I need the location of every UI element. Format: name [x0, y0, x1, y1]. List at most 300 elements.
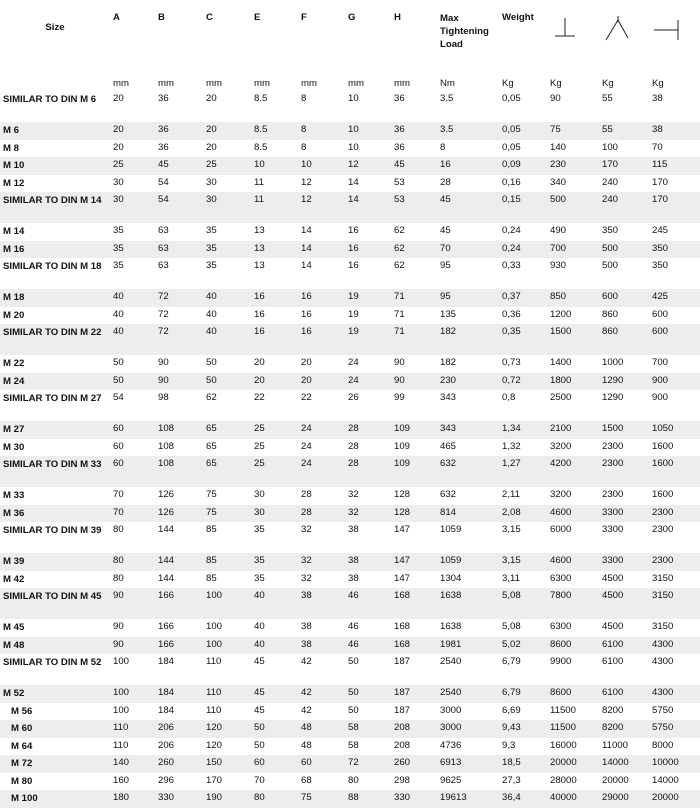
cell-h: 260	[391, 755, 437, 773]
cell-a: 35	[113, 225, 124, 236]
cell-h: 298	[394, 774, 411, 786]
cell-e: 70	[254, 774, 265, 786]
cell-vertical-load: 8600	[547, 637, 599, 655]
row-size: M 18	[0, 289, 110, 307]
cell-torque: 1638	[437, 588, 499, 619]
cell-b: 108	[155, 456, 203, 487]
cell-h: 36	[394, 141, 405, 153]
cell-f: 42	[301, 704, 312, 716]
cell-f: 42	[301, 656, 312, 667]
cell-torque: 1638	[440, 621, 462, 632]
cell-g: 10	[348, 141, 359, 153]
cell-g: 19	[345, 289, 391, 307]
cell-e: 16	[251, 289, 298, 307]
table-row	[0, 373, 700, 391]
cell-e: 10	[251, 157, 298, 175]
header-vertical-load	[547, 0, 599, 75]
cell-torque: 465	[440, 440, 457, 452]
row-size: SIMILAR TO DIN M 14	[0, 192, 110, 223]
cell-torque: 9625	[440, 774, 462, 786]
cell-horizontal-load: 20000	[649, 790, 700, 808]
cell-angled-load: 6100	[599, 685, 649, 703]
cell-f: 32	[301, 572, 312, 584]
cell-weight: 0,72	[499, 373, 547, 391]
row-size: M 12	[3, 177, 25, 189]
cell-b: 108	[155, 421, 203, 439]
cell-a: 50	[113, 357, 124, 368]
cell-f: 68	[301, 774, 312, 786]
cell-weight: 0,37	[499, 289, 547, 307]
cell-c: 50	[203, 373, 251, 391]
table-row	[0, 140, 700, 158]
cell-g: 16	[348, 260, 359, 271]
cell-h: 109	[394, 440, 411, 452]
cell-horizontal-load: 600	[652, 308, 669, 320]
row-size: M 39	[0, 553, 110, 571]
cell-a: 100	[110, 685, 155, 703]
row-size: M 52	[0, 685, 110, 703]
unit-torque: Nm	[440, 78, 455, 89]
cell-angled-load: 20000	[602, 774, 629, 786]
cell-c: 100	[203, 637, 251, 655]
cell-e: 50	[254, 739, 265, 751]
cell-f: 75	[298, 790, 345, 808]
cell-torque: 343	[437, 421, 499, 439]
cell-torque: 1059	[440, 524, 462, 535]
cell-h: 187	[394, 704, 411, 716]
row-size: M 72	[0, 755, 110, 773]
cell-weight: 5,08	[499, 588, 547, 619]
cell-torque: 182	[437, 324, 499, 355]
cell-vertical-load: 3200	[550, 489, 572, 500]
header-size: Size	[45, 22, 65, 33]
cell-e: 45	[254, 704, 265, 716]
table-row	[0, 324, 700, 355]
cell-g: 16	[345, 241, 391, 259]
cell-angled-load: 4500	[602, 572, 624, 584]
cell-g: 28	[345, 421, 391, 439]
cell-vertical-load: 6300	[550, 572, 572, 584]
cell-e: 16	[254, 308, 265, 320]
cell-weight: 0,16	[502, 176, 521, 188]
cell-f: 48	[301, 739, 312, 751]
header-a: A	[113, 12, 120, 23]
units-spacer	[0, 75, 110, 91]
header-max-tightening-load: Max Tightening Load	[440, 13, 489, 50]
cell-weight: 6,79	[499, 685, 547, 703]
cell-vertical-load: 28000	[550, 774, 577, 786]
cell-e: 35	[254, 572, 265, 584]
cell-a: 20	[110, 122, 155, 140]
row-size: M 24	[0, 373, 110, 391]
cell-g: 19	[348, 308, 359, 320]
cell-vertical-load: 2100	[547, 421, 599, 439]
cell-angled-load: 14000	[599, 755, 649, 773]
cell-a: 160	[113, 774, 130, 786]
cell-e: 22	[254, 392, 265, 403]
cell-angled-load: 1290	[599, 373, 649, 391]
cell-e: 30	[251, 505, 298, 523]
cell-a: 35	[113, 260, 124, 271]
cell-h: 71	[394, 308, 405, 320]
cell-horizontal-load: 900	[652, 392, 669, 403]
cell-h: 45	[391, 157, 437, 175]
table-row	[0, 421, 700, 439]
cell-horizontal-load: 8000	[652, 739, 674, 751]
cell-h: 187	[394, 656, 411, 667]
cell-horizontal-load: 115	[649, 157, 700, 175]
cell-horizontal-load: 2300	[649, 553, 700, 571]
cell-angled-load: 1000	[602, 357, 624, 368]
cell-horizontal-load: 3150	[652, 621, 674, 632]
cell-e: 13	[251, 241, 298, 259]
table-row	[0, 241, 700, 259]
cell-g: 46	[345, 637, 391, 655]
cell-b: 36	[158, 93, 169, 104]
cell-torque: 45	[437, 192, 499, 223]
table-row	[0, 637, 700, 655]
cell-a: 70	[113, 489, 124, 500]
cell-h: 147	[391, 553, 437, 571]
cell-f: 38	[301, 621, 312, 632]
cell-b: 63	[158, 260, 169, 271]
header-horizontal-load	[649, 0, 700, 75]
row-size: M 80	[11, 775, 33, 787]
cell-h: 36	[394, 93, 405, 104]
row-size: M 30	[3, 441, 25, 453]
cell-a: 110	[110, 720, 155, 738]
table-row	[0, 258, 700, 289]
cell-a: 80	[110, 553, 155, 571]
row-size: M 36	[0, 505, 110, 523]
table-row	[0, 175, 700, 193]
cell-c: 40	[203, 289, 251, 307]
cell-c: 50	[206, 357, 217, 368]
cell-angled-load: 860	[602, 308, 619, 320]
cell-weight: 0,15	[499, 192, 547, 223]
cell-torque: 632	[440, 489, 457, 500]
cell-b: 90	[155, 373, 203, 391]
cell-f: 24	[301, 440, 312, 452]
cell-angled-load: 8200	[599, 720, 649, 738]
cell-torque: 632	[437, 456, 499, 487]
cell-f: 42	[298, 685, 345, 703]
cell-e: 50	[251, 720, 298, 738]
cell-angled-load: 240	[599, 192, 649, 223]
angled-load-icon	[602, 14, 632, 46]
cell-b: 184	[158, 704, 175, 716]
row-size: M 56	[11, 705, 33, 717]
cell-c: 85	[206, 524, 217, 535]
cell-vertical-load: 490	[550, 225, 567, 236]
cell-torque: 1304	[440, 572, 462, 584]
row-size: M 45	[3, 622, 25, 633]
cell-g: 19	[345, 324, 391, 355]
cell-vertical-load: 7800	[547, 588, 599, 619]
cell-horizontal-load: 3150	[652, 572, 674, 584]
cell-g: 58	[345, 720, 391, 738]
cell-g: 14	[345, 192, 391, 223]
cell-h: 36	[391, 122, 437, 140]
cell-f: 32	[298, 553, 345, 571]
cell-h: 71	[391, 324, 437, 355]
cell-e: 8.5	[254, 141, 268, 153]
cell-a: 25	[110, 157, 155, 175]
cell-angled-load: 2300	[602, 440, 624, 452]
cell-horizontal-load: 5750	[652, 704, 674, 716]
table-row	[0, 439, 700, 457]
cell-horizontal-load: 600	[649, 324, 700, 355]
cell-h: 208	[394, 739, 411, 751]
cell-f: 14	[298, 241, 345, 259]
row-size: SIMILAR TO DIN M 52	[3, 657, 102, 668]
cell-a: 100	[113, 704, 130, 716]
table-row	[0, 571, 700, 589]
cell-horizontal-load: 5750	[649, 720, 700, 738]
cell-weight: 0,35	[499, 324, 547, 355]
cell-torque: 182	[440, 357, 457, 368]
cell-h: 109	[391, 456, 437, 487]
cell-e: 11	[254, 176, 264, 188]
row-size: M 8	[3, 142, 19, 154]
cell-c: 25	[203, 157, 251, 175]
cell-c: 170	[206, 774, 223, 786]
row-size: M 33	[3, 490, 25, 501]
table-row	[0, 522, 700, 553]
cell-h: 90	[394, 357, 405, 368]
header-e: E	[254, 12, 261, 23]
cell-horizontal-load: 14000	[652, 774, 679, 786]
cell-torque: 343	[440, 392, 457, 403]
cell-a: 110	[113, 739, 129, 751]
cell-c: 75	[206, 489, 217, 500]
cell-f: 8	[298, 122, 345, 140]
cell-b: 54	[155, 192, 203, 223]
row-size: SIMILAR TO DIN M 27	[3, 393, 102, 404]
table-row	[0, 738, 700, 756]
table-row	[0, 790, 700, 808]
cell-torque: 45	[440, 225, 451, 236]
cell-horizontal-load: 10000	[649, 755, 700, 773]
cell-c: 40	[203, 324, 251, 355]
cell-torque: 95	[440, 260, 451, 271]
cell-f: 16	[298, 289, 345, 307]
cell-b: 98	[158, 392, 169, 403]
cell-c: 35	[203, 241, 251, 259]
cell-vertical-load: 700	[547, 241, 599, 259]
cell-a: 80	[113, 572, 124, 584]
cell-e: 40	[254, 621, 265, 632]
cell-vertical-load: 90	[550, 93, 561, 104]
cell-b: 45	[155, 157, 203, 175]
cell-f: 16	[298, 324, 345, 355]
cell-g: 38	[348, 572, 359, 584]
cell-e: 40	[251, 637, 298, 655]
cell-angled-load: 55	[602, 93, 613, 104]
cell-f: 12	[298, 192, 345, 223]
cell-g: 24	[345, 373, 391, 391]
cell-f: 16	[301, 308, 312, 320]
cell-angled-load: 100	[602, 141, 619, 153]
cell-angled-load: 4500	[602, 621, 624, 632]
table-row	[0, 91, 700, 122]
table-row	[0, 223, 700, 241]
cell-torque: 3000	[440, 704, 462, 716]
cell-a: 20	[113, 141, 124, 153]
cell-angled-load: 860	[599, 324, 649, 355]
table-row	[0, 588, 700, 619]
cell-g: 10	[348, 93, 359, 104]
cell-c: 150	[203, 755, 251, 773]
cell-h: 128	[394, 489, 411, 500]
cell-vertical-load: 9900	[550, 656, 572, 667]
cell-angled-load: 2300	[599, 456, 649, 487]
cell-b: 330	[155, 790, 203, 808]
cell-vertical-load: 4600	[547, 505, 599, 523]
cell-weight: 9,3	[502, 739, 516, 751]
cell-vertical-load: 1200	[550, 308, 572, 320]
cell-f: 14	[301, 260, 312, 271]
cell-vertical-load: 1500	[547, 324, 599, 355]
cell-angled-load: 4500	[599, 588, 649, 619]
cell-weight: 0,05	[499, 122, 547, 140]
cell-weight: 5,08	[502, 621, 521, 632]
row-size: SIMILAR TO DIN M 18	[3, 261, 102, 272]
cell-e: 40	[251, 588, 298, 619]
cell-a: 20	[113, 93, 124, 104]
cell-angled-load: 600	[599, 289, 649, 307]
table-row	[0, 157, 700, 175]
table-row	[0, 755, 700, 773]
cell-b: 72	[158, 308, 169, 320]
cell-a: 50	[110, 373, 155, 391]
cell-horizontal-load: 1600	[652, 440, 674, 452]
cell-h: 168	[391, 637, 437, 655]
cell-e: 8.5	[254, 93, 268, 104]
cell-b: 184	[158, 656, 175, 667]
cell-angled-load: 3300	[602, 524, 624, 535]
cell-h: 99	[394, 392, 405, 403]
cell-c: 65	[203, 421, 251, 439]
cell-e: 25	[254, 440, 265, 452]
row-size: M 16	[0, 241, 110, 259]
table-row	[0, 505, 700, 523]
table-row	[0, 289, 700, 307]
cell-g: 38	[348, 524, 359, 535]
cell-e: 13	[254, 225, 265, 236]
cell-b: 36	[155, 122, 203, 140]
table-row	[0, 553, 700, 571]
cell-e: 45	[254, 656, 265, 667]
cell-b: 296	[158, 774, 175, 786]
cell-h: 128	[391, 505, 437, 523]
cell-horizontal-load: 4300	[652, 656, 674, 667]
cell-g: 26	[348, 392, 359, 403]
cell-e: 45	[251, 685, 298, 703]
cell-h: 330	[391, 790, 437, 808]
unit-vertical-load: Kg	[550, 78, 562, 89]
cell-vertical-load: 850	[547, 289, 599, 307]
cell-b: 63	[158, 225, 169, 236]
unit-a: mm	[113, 78, 129, 89]
row-size: M 100	[0, 790, 110, 808]
cell-horizontal-load: 700	[652, 357, 669, 368]
cell-c: 20	[206, 141, 217, 153]
table-row	[0, 619, 700, 637]
cell-angled-load: 6100	[599, 637, 649, 655]
cell-weight: 0,05	[502, 93, 521, 104]
header-f: F	[301, 12, 307, 23]
cell-h: 53	[391, 192, 437, 223]
cell-b: 206	[158, 739, 175, 751]
cell-c: 35	[206, 260, 217, 271]
cell-torque: 16	[437, 157, 499, 175]
cell-b: 260	[155, 755, 203, 773]
cell-f: 10	[298, 157, 345, 175]
cell-weight: 0,24	[502, 225, 521, 236]
cell-vertical-load: 1800	[547, 373, 599, 391]
cell-weight: 0,8	[502, 392, 516, 403]
cell-b: 54	[158, 176, 169, 188]
cell-c: 65	[206, 440, 217, 452]
header-b: B	[158, 12, 165, 23]
cell-h: 62	[394, 260, 405, 271]
cell-b: 166	[155, 588, 203, 619]
vertical-load-icon	[550, 14, 580, 46]
cell-horizontal-load: 38	[649, 122, 700, 140]
cell-h: 147	[394, 524, 411, 535]
table-row	[0, 192, 700, 223]
cell-c: 75	[203, 505, 251, 523]
cell-a: 90	[110, 588, 155, 619]
cell-e: 35	[254, 524, 265, 535]
cell-weight: 0,36	[502, 308, 521, 320]
unit-c: mm	[206, 78, 222, 89]
cell-horizontal-load: 4300	[649, 685, 700, 703]
cell-g: 28	[345, 456, 391, 487]
cell-torque: 28	[440, 176, 451, 188]
cell-h: 71	[391, 289, 437, 307]
cell-f: 20	[301, 357, 312, 368]
cell-f: 8	[301, 141, 307, 153]
cell-h: 109	[391, 421, 437, 439]
cell-b: 63	[155, 241, 203, 259]
cell-vertical-load: 1400	[550, 357, 572, 368]
cell-f: 28	[298, 505, 345, 523]
cell-c: 20	[206, 93, 217, 104]
cell-h: 208	[391, 720, 437, 738]
cell-weight: 0,73	[502, 357, 521, 368]
cell-torque: 3000	[437, 720, 499, 738]
cell-e: 8.5	[251, 122, 298, 140]
cell-angled-load: 29000	[599, 790, 649, 808]
cell-c: 30	[206, 176, 217, 188]
cell-c: 62	[206, 392, 217, 403]
cell-angled-load: 3300	[599, 505, 649, 523]
cell-torque: 95	[437, 289, 499, 307]
cell-torque: 4736	[440, 739, 462, 751]
cell-f: 22	[301, 392, 312, 403]
header-row	[0, 0, 700, 75]
cell-torque: 230	[437, 373, 499, 391]
header-c: C	[206, 12, 213, 23]
cell-b: 72	[155, 289, 203, 307]
header-weight: Weight	[502, 12, 534, 23]
cell-c: 40	[206, 308, 217, 320]
cell-f: 12	[301, 176, 312, 188]
cell-f: 60	[298, 755, 345, 773]
cell-c: 85	[206, 572, 217, 584]
